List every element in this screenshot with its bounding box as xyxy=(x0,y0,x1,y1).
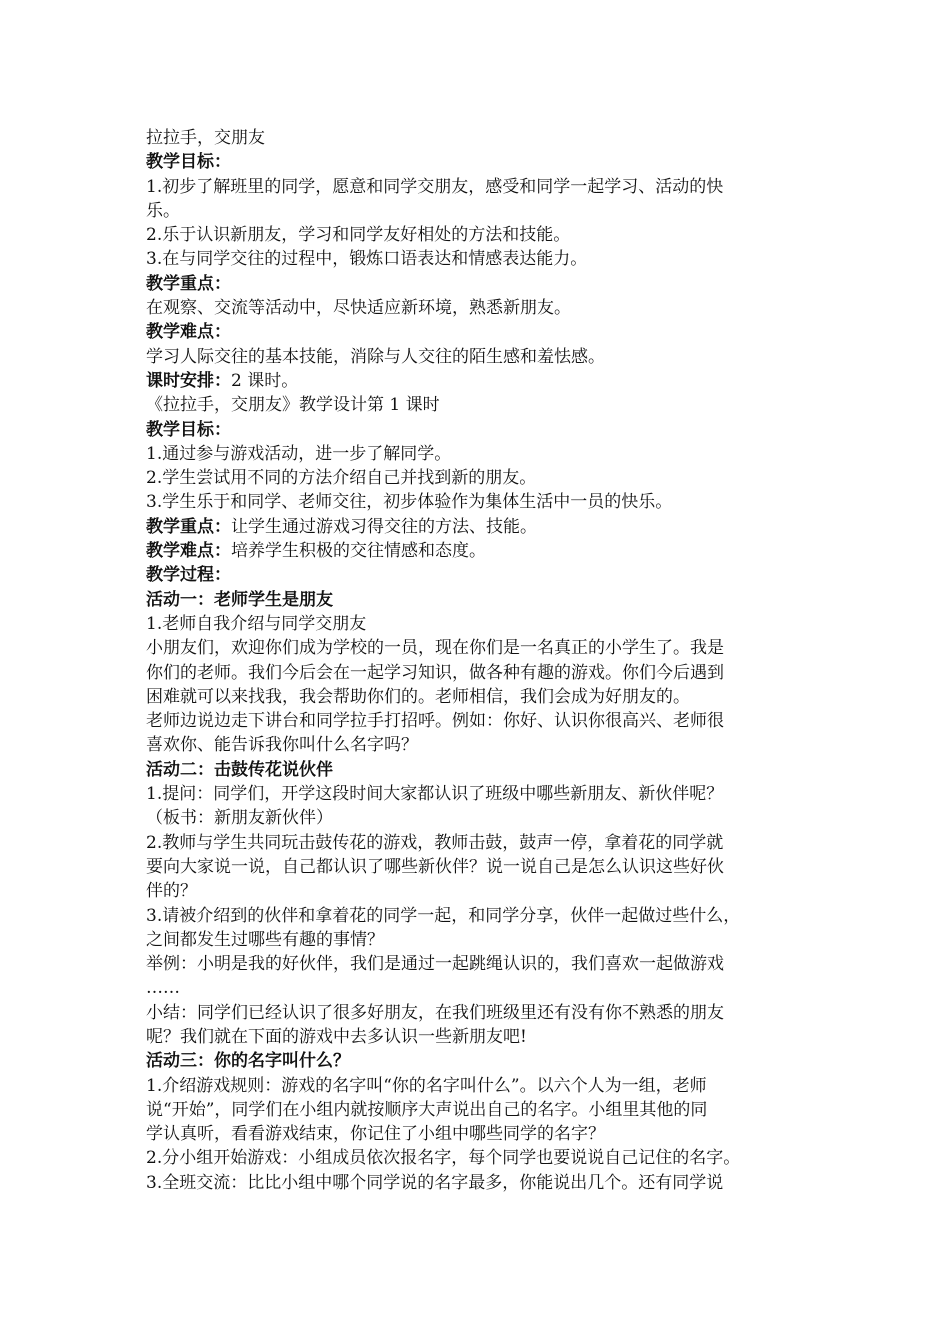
heading-teaching-goals-2: 教学目标： xyxy=(146,419,231,440)
activity-2-step-2-line-3: 伴的？ xyxy=(146,881,197,902)
activity-2-summary-line-2: 呢？我们就在下面的游戏中去多认识一些新朋友吧! xyxy=(146,1026,527,1047)
activity-3-step-1-line-1: 1.介绍游戏规则：游戏的名字叫“你的名字叫什么”。以六个人为一组，老师 xyxy=(146,1075,707,1096)
activity-2-step-1-line-1: 1.提问：同学们，开学这段时间大家都认识了班级中哪些新朋友、新伙伴呢？ xyxy=(146,784,724,805)
heading-difficulties-2: 教学难点： xyxy=(146,541,231,562)
activity-2-step-3-line-2: 之间都发生过哪些有趣的事情？ xyxy=(146,929,384,950)
key-points-2-line xyxy=(146,515,826,539)
document-page xyxy=(146,126,826,1195)
heading-process: 教学过程： xyxy=(146,565,231,586)
goal-1-line-1: 1.初步了解班里的同学，愿意和同学交朋友，感受和同学一起学习、活动的快 xyxy=(146,176,724,197)
activity-1-para-2-line-1: 老师边说边走下讲台和同学拉手打招呼。例如：你好、认识你很高兴、老师很 xyxy=(146,711,724,732)
doc-title: 拉拉手，交朋友 xyxy=(146,128,265,148)
heading-teaching-goals: 教学目标： xyxy=(146,152,231,173)
key-points-2-text: 让学生通过游戏习得交往的方法、技能。 xyxy=(231,516,537,537)
lesson-title: 《拉拉手，交朋友》教学设计第 1 课时 xyxy=(146,395,440,416)
goal2-3: 3.学生乐于和同学、老师交往，初步体验作为集体生活中一员的快乐。 xyxy=(146,492,673,513)
activity-2-step-2-line-2: 要向大家说一说，自己都认识了哪些新伙伴？说一说自己是怎么认识这些好伙 xyxy=(146,856,724,877)
difficulties-2-line xyxy=(146,539,826,563)
activity-1-title: 活动一：老师学生是朋友 xyxy=(146,589,333,610)
heading-key-points: 教学重点： xyxy=(146,273,231,294)
heading-key-points-2: 教学重点： xyxy=(146,516,231,537)
activity-3-step-1-line-2: 说“开始”，同学们在小组内就按顺序大声说出自己的名字。小组里其他的同 xyxy=(146,1099,708,1120)
goal2-1: 1.通过参与游戏活动，进一步了解同学。 xyxy=(146,443,452,464)
activity-3-step-1-line-3: 学认真听，看看游戏结束，你记住了小组中哪些同学的名字？ xyxy=(146,1124,605,1145)
activity-2-example-line-2: …… xyxy=(146,978,180,999)
heading-hours: 课时安排： xyxy=(146,370,231,391)
activity-2-summary-line-1: 小结：同学们已经认识了很多好朋友，在我们班级里还有没有你不熟悉的朋友 xyxy=(146,1002,724,1023)
goal-2: 2.乐于认识新朋友，学习和同学友好相处的方法和技能。 xyxy=(146,225,571,246)
hours-value: 2 课时。 xyxy=(231,370,299,391)
goal2-2: 2.学生尝试用不同的方法介绍自己并找到新的朋友。 xyxy=(146,468,537,489)
activity-2-step-1-line-2: （板书：新朋友新伙伴） xyxy=(146,808,333,829)
activity-2-step-2-line-1: 2.教师与学生共同玩击鼓传花的游戏，教师击鼓，鼓声一停，拿着花的同学就 xyxy=(146,832,724,853)
activity-3-step-3: 3.全班交流：比比小组中哪个同学说的名字最多，你能说出几个。还有同学说 xyxy=(146,1172,724,1193)
hours-line xyxy=(146,369,826,393)
activity-1-para-1-line-2: 你们的老师。我们今后会在一起学习知识，做各种有趣的游戏。你们今后遇到 xyxy=(146,662,724,683)
activity-1-para-2-line-2: 喜欢你、能告诉我你叫什么名字吗？ xyxy=(146,735,418,756)
activity-1-step-1: 1.老师自我介绍与同学交朋友 xyxy=(146,613,367,634)
difficulties-2-text: 培养学生积极的交往情感和态度。 xyxy=(231,541,486,562)
activity-2-example-line-1: 举例：小明是我的好伙伴，我们是通过一起跳绳认识的，我们喜欢一起做游戏 xyxy=(146,954,724,975)
heading-difficulties: 教学难点： xyxy=(146,322,231,343)
key-points-text: 在观察、交流等活动中，尽快适应新环境，熟悉新朋友。 xyxy=(146,298,571,319)
activity-3-step-2: 2.分小组开始游戏：小组成员依次报名字，每个同学也要说说自己记住的名字。 xyxy=(146,1148,741,1169)
activity-1-para-1-line-3: 困难就可以来找我，我会帮助你们的。老师相信，我们会成为好朋友的。 xyxy=(146,686,690,707)
activity-3-title: 活动三：你的名字叫什么？ xyxy=(146,1051,350,1072)
activity-1-para-1-line-1: 小朋友们，欢迎你们成为学校的一员，现在你们是一名真正的小学生了。我是 xyxy=(146,638,724,659)
activity-2-step-3-line-1: 3.请被介绍到的伙伴和拿着花的同学一起，和同学分享，伙伴一起做过些什么， xyxy=(146,905,741,926)
difficulties-text: 学习人际交往的基本技能，消除与人交往的陌生感和羞怯感。 xyxy=(146,346,605,367)
goal-3: 3.在与同学交往的过程中，锻炼口语表达和情感表达能力。 xyxy=(146,249,588,270)
activity-2-title: 活动二：击鼓传花说伙伴 xyxy=(146,759,333,780)
goal-1-line-2: 乐。 xyxy=(146,200,180,221)
